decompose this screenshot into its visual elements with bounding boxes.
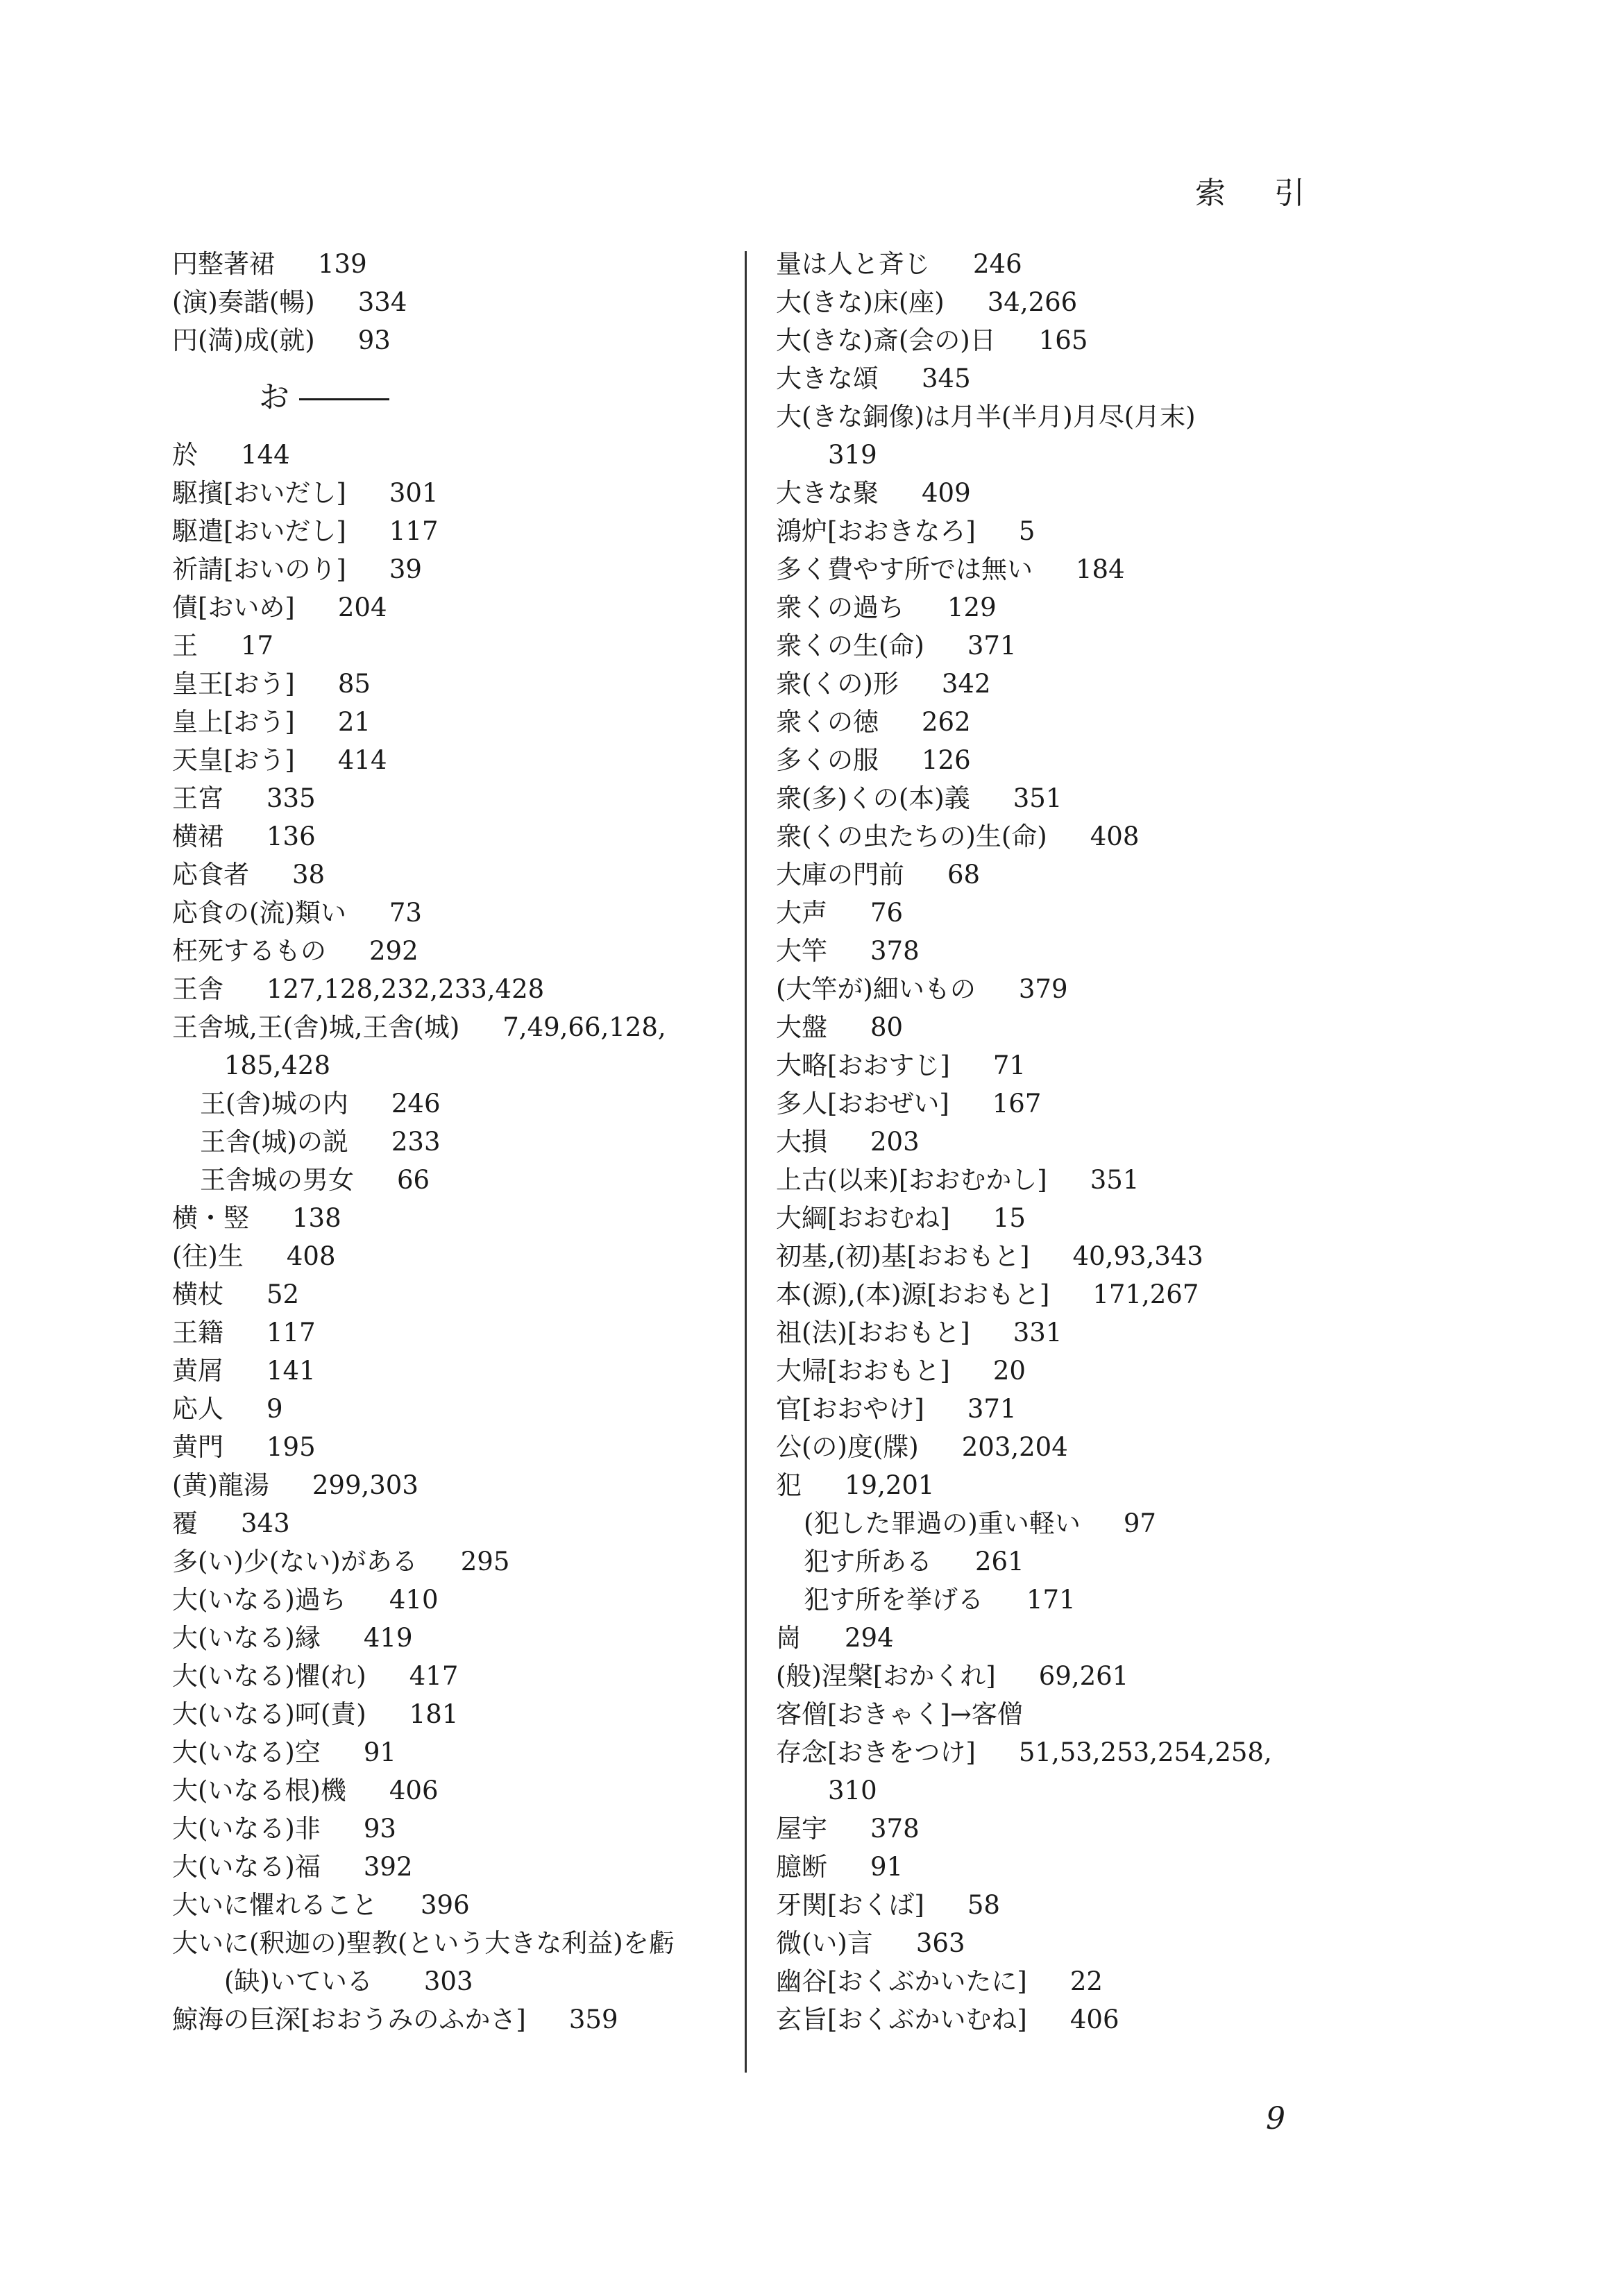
entry-term: 公(の)度(牒) bbox=[776, 1432, 919, 1462]
index-entry bbox=[776, 1275, 1324, 1313]
entry-term: 応人 bbox=[172, 1394, 223, 1424]
entry-term: 鯨海の巨深[おおうみのふかさ] bbox=[172, 2005, 526, 2034]
entry-pages: 91 bbox=[870, 1852, 904, 1882]
entry-term: 衆くの徳 bbox=[776, 707, 879, 737]
entry-term: 於 bbox=[172, 440, 198, 470]
entry-term: 大(いなる)非 bbox=[172, 1814, 321, 1844]
index-entry bbox=[776, 1123, 1324, 1161]
entry-pages: 363 bbox=[915, 1928, 965, 1958]
entry-pages: 93 bbox=[363, 1814, 396, 1844]
entry-pages: 203,204 bbox=[961, 1432, 1068, 1462]
entry-term: 大いに(釈迦の)聖教(という大きな利益)を虧 bbox=[172, 1928, 675, 1958]
index-entry bbox=[172, 1657, 741, 1695]
index-entry bbox=[172, 1810, 741, 1848]
entry-term: 大(きな銅像)は月半(半月)月尽(月末) bbox=[776, 402, 1196, 432]
index-entry bbox=[776, 321, 1324, 359]
entry-term: 大(いなる)呵(責) bbox=[172, 1699, 366, 1729]
entry-pages: 409 bbox=[922, 478, 971, 508]
index-entry bbox=[172, 1733, 741, 1771]
index-subentry bbox=[172, 1161, 741, 1199]
entry-pages: 126 bbox=[922, 745, 971, 775]
entry-term: 鴻炉[おおきなろ] bbox=[776, 516, 976, 546]
index-entry bbox=[776, 817, 1324, 856]
index-entry-continuation bbox=[172, 1046, 741, 1085]
index-entry bbox=[776, 1733, 1324, 1771]
entry-pages: 76 bbox=[870, 898, 904, 928]
entry-pages: 335 bbox=[267, 783, 316, 813]
entry-term: 祖(法)[おおもと] bbox=[776, 1318, 970, 1347]
entry-term: 官[おおやけ] bbox=[776, 1394, 924, 1424]
entry-pages: 71 bbox=[992, 1051, 1026, 1080]
entry-term: 枉死するもの bbox=[172, 936, 326, 966]
index-entry bbox=[776, 1962, 1324, 2000]
index-entry bbox=[172, 474, 741, 512]
entry-term: 黄屑 bbox=[172, 1356, 223, 1386]
entry-term: 大帰[おおもと] bbox=[776, 1356, 950, 1386]
index-entry bbox=[776, 970, 1324, 1008]
index-entry bbox=[172, 1695, 741, 1733]
entry-term: 微(い)言 bbox=[776, 1928, 873, 1958]
entry-pages: 39 bbox=[389, 554, 422, 584]
entry-pages: 97 bbox=[1123, 1508, 1156, 1538]
index-entry bbox=[776, 2000, 1324, 2039]
entry-term: 祈請[おいのり] bbox=[172, 554, 346, 584]
entry-pages: 392 bbox=[363, 1852, 413, 1882]
index-entry bbox=[172, 2000, 741, 2039]
index-entry bbox=[172, 1886, 741, 1924]
entry-term: 王舎城の男女 bbox=[200, 1165, 354, 1195]
index-entry bbox=[172, 321, 741, 359]
page-header: 索引 bbox=[1195, 176, 1353, 211]
entry-pages: 371 bbox=[967, 1394, 1017, 1424]
index-entry bbox=[776, 627, 1324, 665]
entry-pages: 144 bbox=[241, 440, 290, 470]
entry-term: 皇王[おう] bbox=[172, 669, 295, 699]
entry-pages: 343 bbox=[241, 1508, 290, 1538]
entry-pages: 139 bbox=[318, 249, 367, 279]
index-entry bbox=[172, 1466, 741, 1504]
entry-term: 駆遣[おいだし] bbox=[172, 516, 346, 546]
entry-term: 大庫の門前 bbox=[776, 860, 904, 890]
index-entry bbox=[172, 1313, 741, 1352]
index-column-right bbox=[776, 245, 1324, 2039]
entry-term: 王舎 bbox=[172, 974, 223, 1004]
entry-term: 客僧[おきゃく]→客僧 bbox=[776, 1699, 1023, 1729]
index-entry bbox=[172, 1924, 741, 1962]
index-entry bbox=[776, 1008, 1324, 1046]
entry-pages: 334 bbox=[357, 287, 407, 317]
entry-term: 大竿 bbox=[776, 936, 827, 966]
entry-term: 大(いなる)縁 bbox=[172, 1623, 321, 1653]
entry-term: 衆くの生(命) bbox=[776, 631, 924, 661]
entry-term: 大綱[おおむね] bbox=[776, 1203, 950, 1233]
entry-pages: 319 bbox=[828, 440, 877, 470]
entry-pages: 85 bbox=[337, 669, 371, 699]
entry-pages: 171,267 bbox=[1092, 1279, 1199, 1309]
entry-term: (犯した罪過の)重い軽い bbox=[804, 1508, 1081, 1538]
entry-pages: 51,53,253,254,258, bbox=[1018, 1737, 1272, 1767]
entry-pages: 185,428 bbox=[224, 1051, 331, 1080]
index-entry bbox=[172, 1771, 741, 1810]
index-entry bbox=[172, 894, 741, 932]
entry-pages: 195 bbox=[267, 1432, 316, 1462]
entry-pages: 7,49,66,128, bbox=[502, 1012, 666, 1042]
entry-pages: 246 bbox=[973, 249, 1022, 279]
entry-pages: 359 bbox=[568, 2005, 618, 2034]
entry-term: 本(源),(本)源[おおもと] bbox=[776, 1279, 1050, 1309]
column-divider bbox=[745, 251, 747, 2073]
entry-pages: 331 bbox=[1013, 1318, 1063, 1347]
index-entry bbox=[172, 1237, 741, 1275]
index-entry bbox=[172, 856, 741, 894]
entry-term: 駆擯[おいだし] bbox=[172, 478, 346, 508]
index-entry bbox=[776, 1886, 1324, 1924]
entry-term: 大いに懼れること bbox=[172, 1890, 378, 1920]
index-entry bbox=[776, 703, 1324, 741]
entry-term: 応食の(流)類い bbox=[172, 898, 346, 928]
entry-pages: 40,93,343 bbox=[1072, 1241, 1203, 1271]
entry-pages: 171 bbox=[1026, 1585, 1076, 1615]
index-entry bbox=[172, 970, 741, 1008]
entry-pages: 5 bbox=[1018, 516, 1035, 546]
entry-term: (黄)龍湯 bbox=[172, 1470, 269, 1500]
entry-term: 王舎城,王(舎)城,王舎(城) bbox=[172, 1012, 460, 1042]
section-heading bbox=[172, 359, 741, 436]
index-entry bbox=[172, 1542, 741, 1581]
index-entry bbox=[172, 1352, 741, 1390]
index-entry bbox=[776, 398, 1324, 436]
entry-pages: 22 bbox=[1069, 1966, 1103, 1996]
entry-term: 大損 bbox=[776, 1127, 827, 1157]
entry-term: (大竿が)細いもの bbox=[776, 974, 976, 1004]
entry-pages: 299,303 bbox=[312, 1470, 418, 1500]
entry-term: 大(いなる)過ち bbox=[172, 1585, 346, 1615]
entry-pages: 351 bbox=[1013, 783, 1063, 813]
entry-pages: 262 bbox=[922, 707, 971, 737]
index-entry bbox=[172, 588, 741, 627]
index-entry bbox=[172, 283, 741, 321]
entry-pages: 345 bbox=[922, 364, 971, 393]
entry-pages: 204 bbox=[337, 593, 387, 622]
entry-pages: 379 bbox=[1018, 974, 1068, 1004]
entry-pages: 117 bbox=[389, 516, 439, 546]
index-entry bbox=[776, 1619, 1324, 1657]
entry-pages: 406 bbox=[389, 1776, 439, 1805]
index-entry-continuation bbox=[776, 436, 1324, 474]
entry-pages: 261 bbox=[975, 1547, 1024, 1576]
entry-pages: 15 bbox=[992, 1203, 1026, 1233]
index-entry bbox=[776, 1352, 1324, 1390]
entry-term: 牙関[おくば] bbox=[776, 1890, 924, 1920]
index-entry-continuation bbox=[776, 1771, 1324, 1810]
entry-term: 王宮 bbox=[172, 783, 223, 813]
index-entry-continuation bbox=[172, 1962, 741, 2000]
index-entry bbox=[776, 1848, 1324, 1886]
entry-pages: 17 bbox=[241, 631, 274, 661]
page-number: 9 bbox=[1266, 2101, 1285, 2136]
entry-pages: 38 bbox=[292, 860, 325, 890]
entry-term: (往)生 bbox=[172, 1241, 244, 1271]
index-entry bbox=[172, 436, 741, 474]
entry-pages: 378 bbox=[870, 1814, 920, 1844]
entry-pages: 127,128,232,233,428 bbox=[267, 974, 545, 1004]
entry-term: 円(満)成(就) bbox=[172, 325, 315, 355]
index-entry bbox=[776, 779, 1324, 817]
entry-term: (演)奏諧(暢) bbox=[172, 287, 315, 317]
entry-pages: 342 bbox=[941, 669, 991, 699]
entry-pages: 378 bbox=[870, 936, 920, 966]
entry-pages: 68 bbox=[947, 860, 981, 890]
entry-term: 大声 bbox=[776, 898, 827, 928]
entry-pages: 410 bbox=[389, 1585, 439, 1615]
entry-term: 覆 bbox=[172, 1508, 198, 1538]
entry-term: 大盤 bbox=[776, 1012, 827, 1042]
index-subentry bbox=[172, 1085, 741, 1123]
index-entry bbox=[776, 1657, 1324, 1695]
index-entry bbox=[172, 741, 741, 779]
index-entry bbox=[776, 283, 1324, 321]
entry-pages: 351 bbox=[1090, 1165, 1140, 1195]
index-entry bbox=[776, 741, 1324, 779]
entry-term: 円整著裙 bbox=[172, 249, 275, 279]
index-entry bbox=[172, 1275, 741, 1313]
entry-pages: 167 bbox=[992, 1089, 1042, 1119]
index-entry bbox=[776, 1390, 1324, 1428]
entry-term: 大(いなる)福 bbox=[172, 1852, 321, 1882]
entry-pages: 408 bbox=[1090, 822, 1140, 851]
entry-term: 大(いなる)空 bbox=[172, 1737, 321, 1767]
index-entry bbox=[776, 1428, 1324, 1466]
entry-term: 上古(以来)[おおむかし] bbox=[776, 1165, 1047, 1195]
entry-pages: 117 bbox=[267, 1318, 316, 1347]
entry-pages: 19,201 bbox=[845, 1470, 935, 1500]
index-entry bbox=[172, 1390, 741, 1428]
index-entry bbox=[776, 856, 1324, 894]
index-subentry bbox=[776, 1542, 1324, 1581]
index-entry bbox=[776, 588, 1324, 627]
entry-term: 玄旨[おくぶかいむね] bbox=[776, 2005, 1027, 2034]
entry-pages: 9 bbox=[267, 1394, 283, 1424]
index-entry bbox=[172, 1008, 741, 1046]
entry-term: 衆(くの虫たちの)生(命) bbox=[776, 822, 1047, 851]
entry-term: 犯 bbox=[776, 1470, 802, 1500]
entry-pages: 93 bbox=[357, 325, 391, 355]
entry-term: 黄門 bbox=[172, 1432, 223, 1462]
index-entry bbox=[776, 1161, 1324, 1199]
entry-pages: (缺)いている 303 bbox=[224, 1966, 473, 1996]
entry-pages: 233 bbox=[391, 1127, 441, 1157]
entry-pages: 408 bbox=[286, 1241, 336, 1271]
entry-term: 多人[おおぜい] bbox=[776, 1089, 949, 1119]
entry-term: 多くの服 bbox=[776, 745, 879, 775]
entry-term: 衆(くの)形 bbox=[776, 669, 899, 699]
entry-term: 初基,(初)基[おおもと] bbox=[776, 1241, 1030, 1271]
entry-pages: 181 bbox=[409, 1699, 459, 1729]
entry-pages: 52 bbox=[267, 1279, 300, 1309]
entry-term: 王籍 bbox=[172, 1318, 223, 1347]
entry-term: 大(いなる根)機 bbox=[172, 1776, 346, 1805]
entry-pages: 406 bbox=[1069, 2005, 1119, 2034]
index-entry bbox=[172, 627, 741, 665]
entry-pages: 292 bbox=[369, 936, 418, 966]
entry-term: 衆(多)くの(本)義 bbox=[776, 783, 970, 813]
index-entry bbox=[776, 894, 1324, 932]
index-entry bbox=[776, 665, 1324, 703]
index-entry bbox=[776, 1466, 1324, 1504]
index-entry bbox=[776, 932, 1324, 970]
index-entry bbox=[172, 550, 741, 588]
entry-term: 天皇[おう] bbox=[172, 745, 295, 775]
entry-pages: 203 bbox=[870, 1127, 920, 1157]
index-entry bbox=[172, 1619, 741, 1657]
entry-term: 大(きな)斎(会の)日 bbox=[776, 325, 996, 355]
entry-term: 大(きな)床(座) bbox=[776, 287, 945, 317]
entry-pages: 294 bbox=[845, 1623, 894, 1653]
section-heading-kana: お bbox=[259, 380, 289, 415]
index-entry bbox=[776, 1085, 1324, 1123]
index-entry bbox=[172, 512, 741, 550]
index-entry bbox=[776, 245, 1324, 283]
entry-term: 横裙 bbox=[172, 822, 223, 851]
index-entry bbox=[776, 1313, 1324, 1352]
entry-pages: 246 bbox=[391, 1089, 441, 1119]
entry-term: 横杖 bbox=[172, 1279, 223, 1309]
index-column-left bbox=[172, 245, 741, 2039]
index-entry bbox=[776, 1924, 1324, 1962]
entry-pages: 58 bbox=[967, 1890, 1000, 1920]
index-entry bbox=[776, 1810, 1324, 1848]
index-entry bbox=[776, 1046, 1324, 1085]
entry-term: 大(いなる)懼(れ) bbox=[172, 1661, 366, 1691]
entry-term: 犯す所ある bbox=[804, 1547, 932, 1576]
index-subentry bbox=[172, 1123, 741, 1161]
entry-term: 王舎(城)の説 bbox=[200, 1127, 348, 1157]
entry-term: 多(い)少(ない)がある bbox=[172, 1547, 418, 1576]
index-entry bbox=[172, 817, 741, 856]
entry-pages: 136 bbox=[267, 822, 316, 851]
entry-pages: 371 bbox=[967, 631, 1017, 661]
entry-pages: 73 bbox=[389, 898, 422, 928]
entry-pages: 138 bbox=[292, 1203, 341, 1233]
index-entry bbox=[776, 474, 1324, 512]
entry-pages: 419 bbox=[363, 1623, 413, 1653]
entry-term: 横・竪 bbox=[172, 1203, 249, 1233]
entry-pages: 91 bbox=[363, 1737, 396, 1767]
entry-term: 大きな頌 bbox=[776, 364, 879, 393]
entry-pages: 165 bbox=[1038, 325, 1088, 355]
entry-pages: 417 bbox=[409, 1661, 459, 1691]
entry-term: 多く費やす所では無い bbox=[776, 554, 1033, 584]
index-entry bbox=[172, 703, 741, 741]
entry-term: 大略[おおすじ] bbox=[776, 1051, 950, 1080]
entry-pages: 34,266 bbox=[987, 287, 1078, 317]
entry-term: 王(舎)城の内 bbox=[200, 1089, 348, 1119]
index-entry bbox=[776, 1237, 1324, 1275]
index-entry bbox=[776, 1199, 1324, 1237]
entry-term: 臆断 bbox=[776, 1852, 827, 1882]
entry-term: 犯す所を挙げる bbox=[804, 1585, 983, 1615]
index-entry bbox=[172, 1581, 741, 1619]
index-subentry bbox=[776, 1504, 1324, 1542]
entry-term: 大きな聚 bbox=[776, 478, 879, 508]
entry-pages: 295 bbox=[460, 1547, 510, 1576]
index-entry bbox=[776, 1695, 1324, 1733]
entry-pages: 301 bbox=[389, 478, 439, 508]
entry-pages: 66 bbox=[397, 1165, 430, 1195]
index-entry bbox=[776, 550, 1324, 588]
entry-pages: 310 bbox=[828, 1776, 877, 1805]
entry-pages: 20 bbox=[992, 1356, 1026, 1386]
index-subentry bbox=[776, 1581, 1324, 1619]
entry-pages: 69,261 bbox=[1038, 1661, 1129, 1691]
index-entry bbox=[776, 512, 1324, 550]
entry-term: 応食者 bbox=[172, 860, 249, 890]
entry-pages: 396 bbox=[421, 1890, 470, 1920]
entry-term: 幽谷[おくぶかいたに] bbox=[776, 1966, 1027, 1996]
entry-term: 皇上[おう] bbox=[172, 707, 295, 737]
entry-term: 崗 bbox=[776, 1623, 802, 1653]
index-entry bbox=[172, 779, 741, 817]
entry-term: 量は人と斉じ bbox=[776, 249, 930, 279]
entry-pages: 80 bbox=[870, 1012, 904, 1042]
index-entry bbox=[172, 1848, 741, 1886]
index-entry bbox=[172, 665, 741, 703]
entry-pages: 184 bbox=[1076, 554, 1125, 584]
index-entry bbox=[172, 1504, 741, 1542]
entry-term: 存念[おきをつけ] bbox=[776, 1737, 976, 1767]
entry-term: 王 bbox=[172, 631, 198, 661]
index-entry bbox=[172, 245, 741, 283]
entry-term: 債[おいめ] bbox=[172, 593, 295, 622]
index-entry bbox=[776, 359, 1324, 398]
entry-pages: 414 bbox=[337, 745, 387, 775]
entry-term: 屋宇 bbox=[776, 1814, 827, 1844]
entry-pages: 21 bbox=[337, 707, 371, 737]
index-entry bbox=[172, 932, 741, 970]
index-entry bbox=[172, 1428, 741, 1466]
entry-term: (般)涅槃[おかくれ] bbox=[776, 1661, 996, 1691]
entry-pages: 129 bbox=[947, 593, 997, 622]
entry-term: 衆くの過ち bbox=[776, 593, 904, 622]
entry-pages: 141 bbox=[267, 1356, 316, 1386]
index-entry bbox=[172, 1199, 741, 1237]
section-heading-rule bbox=[299, 398, 389, 400]
